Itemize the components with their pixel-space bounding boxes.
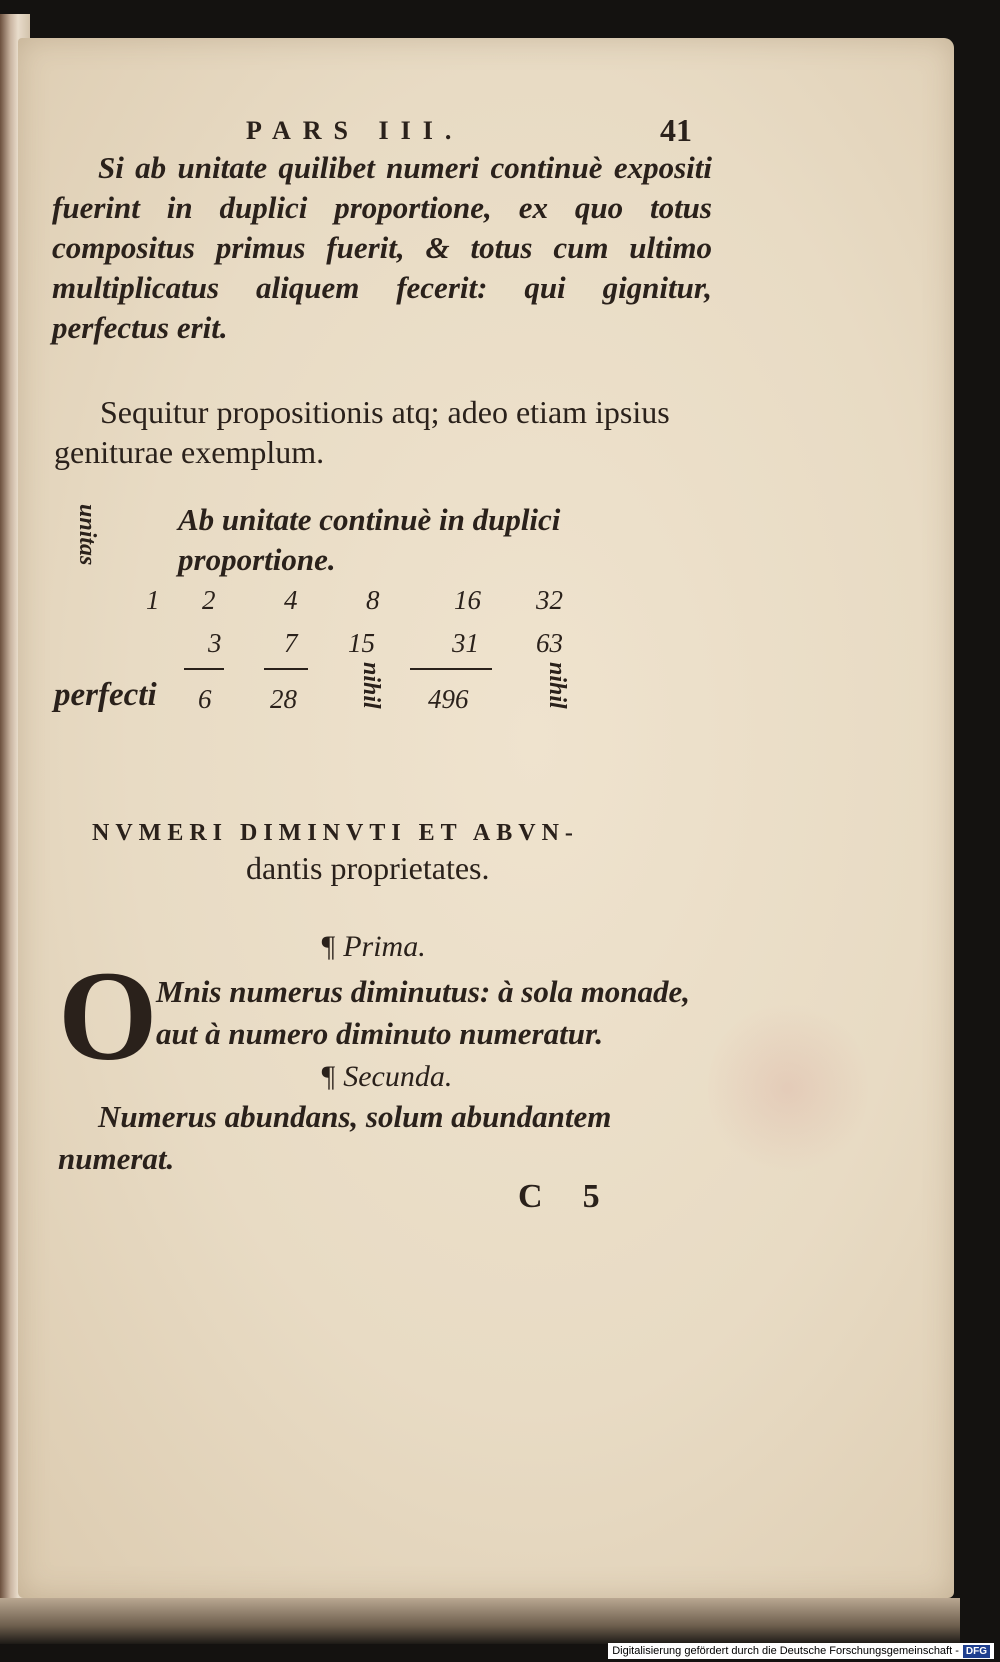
sum-5: 63 — [536, 628, 563, 658]
perfect-4: 496 — [428, 684, 469, 714]
second-text: Numerus abundans, solum abundantem numerat. — [58, 1099, 612, 1176]
sum-rule-4 — [410, 668, 492, 670]
perfect-1: 6 — [198, 684, 212, 714]
section-title-rest: dantis proprietates. — [246, 850, 490, 886]
sum-2: 7 — [284, 628, 298, 658]
signature-mark — [518, 1178, 640, 1216]
signature-number: 5 — [582, 1178, 640, 1215]
perfect-5-nihil: nihil — [544, 662, 570, 709]
sum-4: 31 — [452, 628, 479, 658]
initial-letter: O — [58, 945, 158, 1087]
example-title: Ab unitate continuè in duplici proportione. — [178, 502, 561, 577]
sequitur-text: Sequitur propositionis atq; adeo etiam ipsius geniturae exemplum. — [54, 394, 670, 470]
double-1: 1 — [146, 585, 160, 615]
double-6: 32 — [536, 585, 563, 615]
page-stain — [708, 998, 868, 1178]
first-text-line1: Mnis numerus diminutus: à sola monade, — [156, 974, 691, 1009]
perfect-3-nihil: nihil — [358, 662, 384, 709]
proposition-text: Si ab unitate quilibet numeri continuè expositi fuerint in duplici proportione, ex quo totus compositus primus fuerit, & totus cum ultimo multiplicatus aliquem fecerit: qui gignitur, perfectus erit. — [52, 150, 712, 345]
unitas-side-label: unitas — [74, 504, 100, 566]
sum-3: 15 — [348, 628, 375, 658]
sum-rule-1 — [184, 668, 224, 670]
running-title: PARS III. — [246, 116, 464, 145]
perfecti-label: perfecti — [54, 677, 157, 713]
first-text-line2: aut à numero diminuto numeratur. — [156, 1016, 604, 1051]
credit-text: Digitalisierung gefördert durch die Deutsche Forschungsgemeinschaft - — [612, 1645, 959, 1657]
book-bottom-edge — [0, 1598, 960, 1644]
first-heading: ¶ Prima. — [320, 930, 426, 963]
perfect-2: 28 — [270, 684, 297, 714]
digitization-credit — [608, 1643, 994, 1659]
dfg-logo: DFG — [963, 1645, 990, 1658]
section-title-caps: NVMERI DIMINVTI ET ABVN- — [92, 820, 579, 846]
double-5: 16 — [454, 585, 481, 615]
sum-1: 3 — [208, 628, 222, 658]
double-3: 4 — [284, 585, 298, 615]
second-heading: ¶ Secunda. — [320, 1060, 453, 1093]
double-4: 8 — [366, 585, 380, 615]
page-number: 41 — [660, 112, 692, 148]
sum-rule-2 — [264, 668, 308, 670]
double-2: 2 — [202, 585, 216, 615]
signature-letter: C — [518, 1178, 583, 1215]
